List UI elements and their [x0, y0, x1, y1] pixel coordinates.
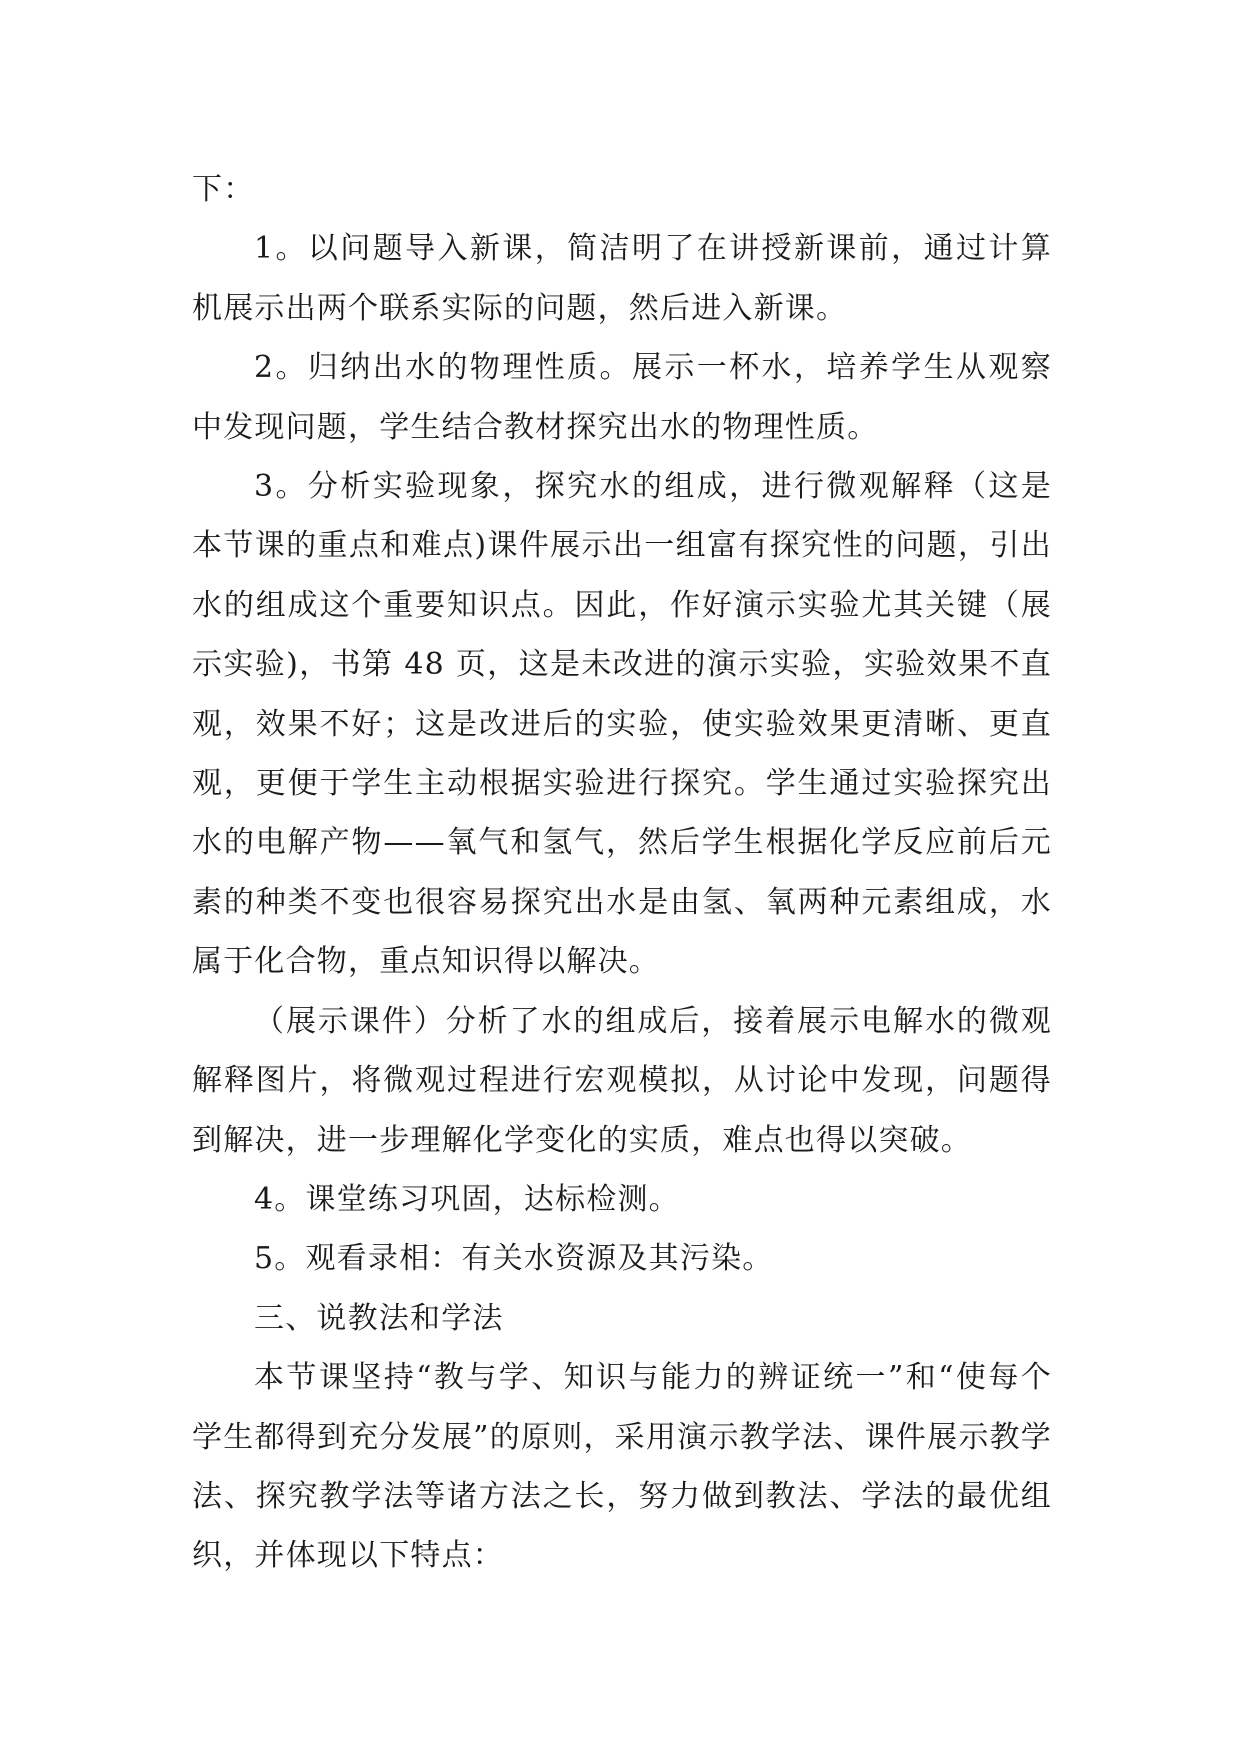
paragraph-continuation: 下： — [192, 172, 255, 207]
paragraph-step-1: 1。以问题导入新课，简洁明了在讲授新课前，通过计算机展示出两个联系实际的问题，然后进入新课。 — [192, 231, 1052, 326]
paragraph-step-4: 4。课堂练习巩固，达标检测。 — [254, 1181, 680, 1217]
section-heading-methods: 三、说教法和学法 — [254, 1300, 504, 1336]
paragraph-courseware: （展示课件）分析了水的组成后，接着展示电解水的微观解释图片，将微观过程进行宏观模拟，从讨论中发现，问题得到解决，进一步理解化学变化的实质，难点也得以突破。 — [192, 1003, 1052, 1158]
paragraph-step-5: 5。观看录相：有关水资源及其污染。 — [254, 1241, 774, 1277]
paragraph-step-3: 3。分析实验现象，探究水的组成，进行微观解释（这是本节课的重点和难点)课件展示出一组富有探究性的问题，引出水的组成这个重要知识点。因此，作好演示实验尤其关键（展示实验)，书第 48 页，这是未改进的演示实验，实验效果不直观，效果不好；这是改进后的实验，使实验效果更清晰、更直观，更便于学生主动根据实验进行探究。学生通过实验探究出水的电解产物——氧气和氢气，然后学生根据化学反应前后元素的种类不变也很容易探究出水是由氢、氧两种元素组成，水属于化合物，重点知识得以解决。 — [192, 469, 1052, 980]
document-page — [192, 160, 1052, 1586]
paragraph-methods-body: 本节课坚持“教与学、知识与能力的辨证统一”和“使每个学生都得到充分发展”的原则，采用演示教学法、课件展示教学法、探究教学法等诸方法之长，努力做到教法、学法的最优组织，并体现以下特点： — [192, 1360, 1052, 1574]
paragraph-step-2: 2。归纳出水的物理性质。展示一杯水，培养学生从观察中发现问题，学生结合教材探究出水的物理性质。 — [192, 350, 1052, 445]
